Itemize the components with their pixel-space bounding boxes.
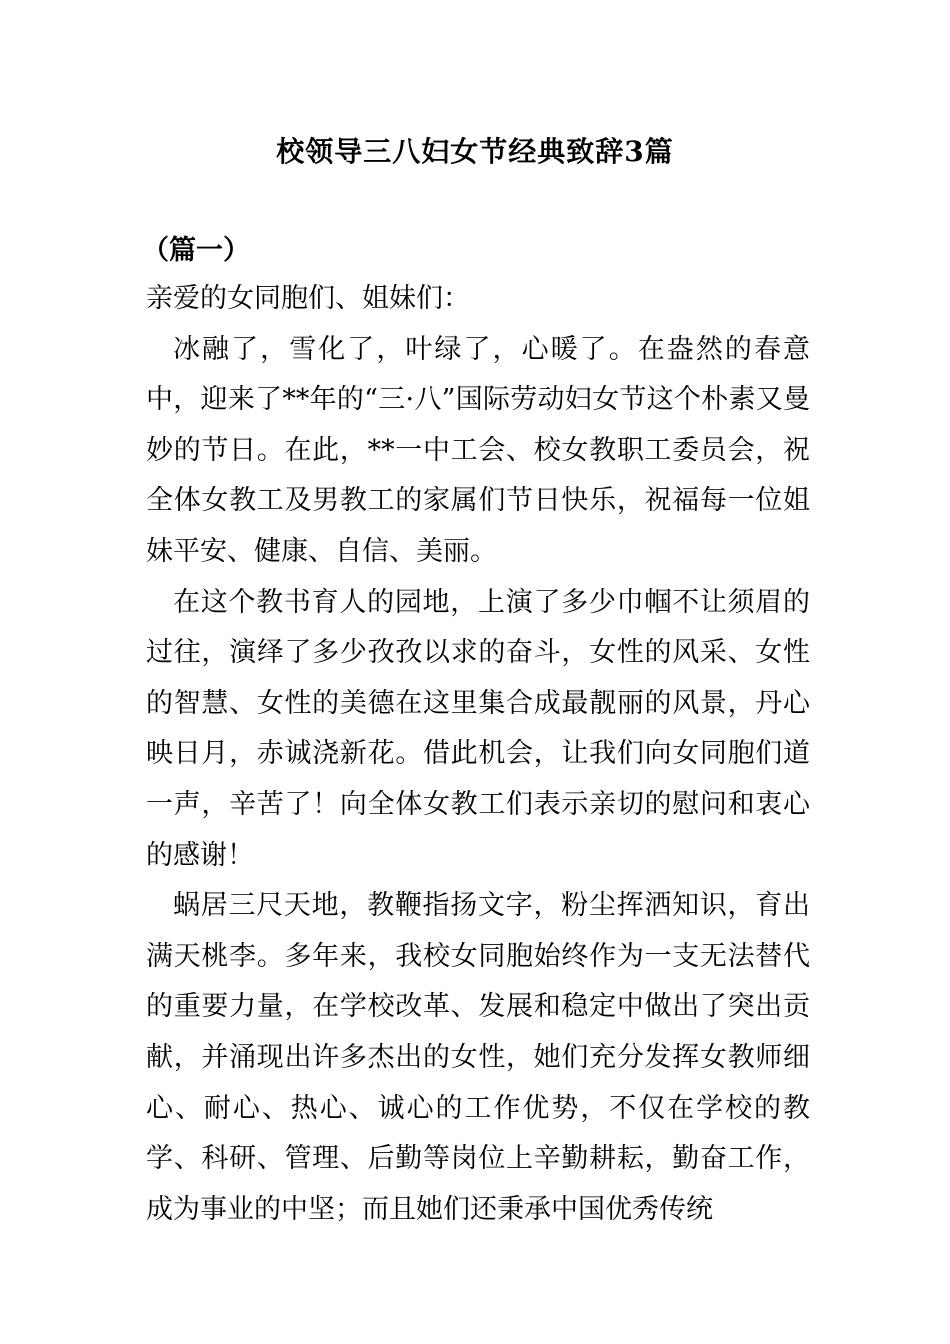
section-heading: （篇一） (142, 235, 250, 266)
document-body (146, 274, 810, 1235)
paragraph-1: 冰融了，雪化了，叶绿了，心暖了。在盎然的春意中，迎来了**年的“三·八”国际劳动妇女节这个朴素又曼妙的节日。在此，**一中工会、校女教职工委员会，祝全体女教工及男教工的家属们节日快乐，祝福每一位姐妹平安、健康、自信、美丽。 (146, 333, 810, 567)
document-title: 校领导三八妇女节经典致辞3篇 (276, 135, 674, 168)
paragraph-3: 蜗居三尺天地，教鞭指扬文字，粉尘挥洒知识，育出满天桃李。多年来，我校女同胞始终作为一支无法替代的重要力量，在学校改革、发展和稳定中做出了突出贡献，并涌现出许多杰出的女性，她们充分发挥女教师细心、耐心、热心、诚心的工作优势，不仅在学校的教学、科研、管理、后勤等岗位上辛勤耕耘，勤奋工作，成为事业的中坚；而且她们还秉承中国优秀传统 (146, 890, 810, 1225)
salutation: 亲爱的女同胞们、姐妹们： (146, 283, 470, 314)
paragraph-2: 在这个教书育人的园地，上演了多少巾帼不让须眉的过往，演绎了多少孜孜以求的奋斗，女性的风采、女性的智慧、女性的美德在这里集合成最靓丽的风景，丹心映日月，赤诚浇新花。借此机会，让我们向女同胞们道一声，辛苦了！向全体女教工们表示亲切的慰问和衷心的感谢！ (146, 586, 810, 871)
